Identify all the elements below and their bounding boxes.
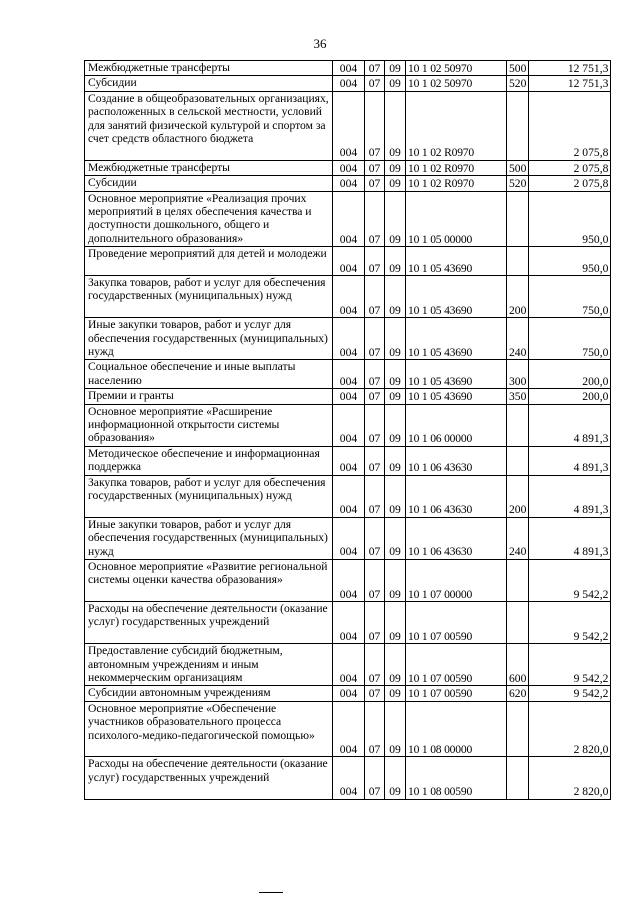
row-name-cell: Проведение мероприятий для детей и молодежи — [85, 247, 333, 276]
amount-cell: 4 891,3 — [529, 475, 611, 517]
table-row — [85, 701, 611, 757]
target-article-code-cell: 10 1 06 43630 — [406, 446, 507, 475]
ved-code-cell: 004 — [333, 360, 365, 389]
ved-code-cell: 004 — [333, 701, 365, 757]
amount-cell: 9 542,2 — [529, 644, 611, 686]
amount-cell: 4 891,3 — [529, 517, 611, 559]
subsection-code-cell: 09 — [385, 160, 406, 175]
ved-code-cell: 004 — [333, 76, 365, 91]
section-code-cell: 07 — [365, 446, 385, 475]
subsection-code-cell: 09 — [385, 644, 406, 686]
target-article-code-cell: 10 1 07 00590 — [406, 686, 507, 701]
subsection-code-cell: 09 — [385, 191, 406, 247]
target-article-code-cell: 10 1 06 00000 — [406, 404, 507, 446]
section-code-cell: 07 — [365, 318, 385, 360]
expense-type-code-cell — [507, 757, 529, 799]
expense-type-code-cell — [507, 446, 529, 475]
amount-cell: 2 075,8 — [529, 176, 611, 191]
row-name-cell: Субсидии — [85, 176, 333, 191]
amount-cell: 950,0 — [529, 247, 611, 276]
table-row — [85, 91, 611, 160]
amount-cell: 2 820,0 — [529, 757, 611, 799]
amount-cell: 750,0 — [529, 275, 611, 317]
subsection-code-cell: 09 — [385, 701, 406, 757]
expense-type-code-cell: 240 — [507, 517, 529, 559]
amount-cell: 2 075,8 — [529, 91, 611, 160]
row-name-cell: Иные закупки товаров, работ и услуг для обеспечения государственных (муниципальных) нужд — [85, 517, 333, 559]
table-row — [85, 757, 611, 799]
budget-table — [84, 60, 611, 800]
row-name-cell: Иные закупки товаров, работ и услуг для обеспечения государственных (муниципальных) нужд — [85, 318, 333, 360]
table-row — [85, 517, 611, 559]
subsection-code-cell: 09 — [385, 446, 406, 475]
amount-cell: 9 542,2 — [529, 686, 611, 701]
row-name-cell: Основное мероприятие «Развитие региональной системы оценки качества образования» — [85, 559, 333, 601]
ved-code-cell: 004 — [333, 61, 365, 76]
target-article-code-cell: 10 1 05 43690 — [406, 389, 507, 404]
row-name-cell: Методическое обеспечение и информационная поддержка — [85, 446, 333, 475]
row-name-cell: Основное мероприятие «Реализация прочих мероприятий в целях обеспечения качества и доступности дошкольного, общего и дополнительного образования» — [85, 191, 333, 247]
target-article-code-cell: 10 1 02 R0970 — [406, 176, 507, 191]
subsection-code-cell: 09 — [385, 404, 406, 446]
target-article-code-cell: 10 1 05 43690 — [406, 247, 507, 276]
expense-type-code-cell: 300 — [507, 360, 529, 389]
expense-type-code-cell: 500 — [507, 160, 529, 175]
expense-type-code-cell: 620 — [507, 686, 529, 701]
section-code-cell: 07 — [365, 247, 385, 276]
target-article-code-cell: 10 1 05 00000 — [406, 191, 507, 247]
ved-code-cell: 004 — [333, 389, 365, 404]
row-name-cell: Основное мероприятие «Расширение информационной открытости системы образования» — [85, 404, 333, 446]
amount-cell: 12 751,3 — [529, 76, 611, 91]
target-article-code-cell: 10 1 02 50970 — [406, 61, 507, 76]
row-name-cell: Предоставление субсидий бюджетным, автономным учреждениям и иным некоммерческим организациям — [85, 644, 333, 686]
row-name-cell: Расходы на обеспечение деятельности (оказание услуг) государственных учреждений — [85, 757, 333, 799]
expense-type-code-cell — [507, 602, 529, 644]
section-code-cell: 07 — [365, 360, 385, 389]
amount-cell: 200,0 — [529, 360, 611, 389]
table-row — [85, 446, 611, 475]
expense-type-code-cell: 200 — [507, 475, 529, 517]
section-code-cell: 07 — [365, 404, 385, 446]
ved-code-cell: 004 — [333, 91, 365, 160]
expense-type-code-cell — [507, 91, 529, 160]
table-row — [85, 686, 611, 701]
amount-cell: 4 891,3 — [529, 446, 611, 475]
target-article-code-cell: 10 1 07 00590 — [406, 602, 507, 644]
ved-code-cell: 004 — [333, 404, 365, 446]
ved-code-cell: 004 — [333, 275, 365, 317]
row-name-cell: Закупка товаров, работ и услуг для обеспечения государственных (муниципальных) нужд — [85, 475, 333, 517]
section-code-cell: 07 — [365, 701, 385, 757]
amount-cell: 9 542,2 — [529, 602, 611, 644]
expense-type-code-cell — [507, 404, 529, 446]
target-article-code-cell: 10 1 02 R0970 — [406, 91, 507, 160]
table-row — [85, 602, 611, 644]
expense-type-code-cell: 500 — [507, 61, 529, 76]
ved-code-cell: 004 — [333, 686, 365, 701]
expense-type-code-cell: 240 — [507, 318, 529, 360]
section-code-cell: 07 — [365, 160, 385, 175]
subsection-code-cell: 09 — [385, 91, 406, 160]
section-code-cell: 07 — [365, 757, 385, 799]
table-row — [85, 61, 611, 76]
amount-cell: 950,0 — [529, 191, 611, 247]
table-row — [85, 76, 611, 91]
expense-type-code-cell: 520 — [507, 176, 529, 191]
amount-cell: 9 542,2 — [529, 559, 611, 601]
subsection-code-cell: 09 — [385, 275, 406, 317]
row-name-cell: Субсидии — [85, 76, 333, 91]
expense-type-code-cell: 350 — [507, 389, 529, 404]
section-code-cell: 07 — [365, 176, 385, 191]
target-article-code-cell: 10 1 02 50970 — [406, 76, 507, 91]
subsection-code-cell: 09 — [385, 76, 406, 91]
ved-code-cell: 004 — [333, 602, 365, 644]
ved-code-cell: 004 — [333, 644, 365, 686]
amount-cell: 2 820,0 — [529, 701, 611, 757]
expense-type-code-cell — [507, 559, 529, 601]
row-name-cell: Закупка товаров, работ и услуг для обеспечения государственных (муниципальных) нужд — [85, 275, 333, 317]
subsection-code-cell: 09 — [385, 389, 406, 404]
ved-code-cell: 004 — [333, 191, 365, 247]
ved-code-cell: 004 — [333, 247, 365, 276]
section-code-cell: 07 — [365, 686, 385, 701]
section-code-cell: 07 — [365, 76, 385, 91]
subsection-code-cell: 09 — [385, 360, 406, 389]
row-name-cell: Основное мероприятие «Обеспечение участников образовательного процесса психолого-медико-педагогической помощью» — [85, 701, 333, 757]
row-name-cell: Социальное обеспечение и иные выплаты населению — [85, 360, 333, 389]
section-code-cell: 07 — [365, 191, 385, 247]
subsection-code-cell: 09 — [385, 176, 406, 191]
subsection-code-cell: 09 — [385, 475, 406, 517]
ved-code-cell: 004 — [333, 757, 365, 799]
section-code-cell: 07 — [365, 644, 385, 686]
subsection-code-cell: 09 — [385, 61, 406, 76]
table-row — [85, 475, 611, 517]
table-row — [85, 559, 611, 601]
table-row — [85, 176, 611, 191]
section-code-cell: 07 — [365, 389, 385, 404]
table-row — [85, 389, 611, 404]
target-article-code-cell: 10 1 06 43630 — [406, 517, 507, 559]
target-article-code-cell: 10 1 08 00590 — [406, 757, 507, 799]
ved-code-cell: 004 — [333, 475, 365, 517]
amount-cell: 4 891,3 — [529, 404, 611, 446]
section-code-cell: 07 — [365, 517, 385, 559]
target-article-code-cell: 10 1 05 43690 — [406, 318, 507, 360]
subsection-code-cell: 09 — [385, 686, 406, 701]
row-name-cell: Межбюджетные трансферты — [85, 61, 333, 76]
subsection-code-cell: 09 — [385, 517, 406, 559]
subsection-code-cell: 09 — [385, 757, 406, 799]
table-row — [85, 404, 611, 446]
row-name-cell: Межбюджетные трансферты — [85, 160, 333, 175]
target-article-code-cell: 10 1 07 00590 — [406, 644, 507, 686]
target-article-code-cell: 10 1 07 00000 — [406, 559, 507, 601]
ved-code-cell: 004 — [333, 176, 365, 191]
ved-code-cell: 004 — [333, 318, 365, 360]
table-row — [85, 360, 611, 389]
section-code-cell: 07 — [365, 91, 385, 160]
table-row — [85, 160, 611, 175]
section-code-cell: 07 — [365, 602, 385, 644]
target-article-code-cell: 10 1 08 00000 — [406, 701, 507, 757]
row-name-cell: Создание в общеобразовательных организациях, расположенных в сельской местности, условий для занятий физической культурой и спортом за счет средств областного бюджета — [85, 91, 333, 160]
ved-code-cell: 004 — [333, 517, 365, 559]
target-article-code-cell: 10 1 05 43690 — [406, 360, 507, 389]
ved-code-cell: 004 — [333, 160, 365, 175]
table-row — [85, 275, 611, 317]
page-number: 36 — [313, 36, 327, 51]
target-article-code-cell: 10 1 06 43630 — [406, 475, 507, 517]
section-code-cell: 07 — [365, 475, 385, 517]
target-article-code-cell: 10 1 05 43690 — [406, 275, 507, 317]
table-row — [85, 644, 611, 686]
amount-cell: 2 075,8 — [529, 160, 611, 175]
ved-code-cell: 004 — [333, 559, 365, 601]
expense-type-code-cell — [507, 701, 529, 757]
ved-code-cell: 004 — [333, 446, 365, 475]
expense-type-code-cell — [507, 191, 529, 247]
amount-cell: 750,0 — [529, 318, 611, 360]
row-name-cell: Премии и гранты — [85, 389, 333, 404]
table-row — [85, 247, 611, 276]
subsection-code-cell: 09 — [385, 318, 406, 360]
target-article-code-cell: 10 1 02 R0970 — [406, 160, 507, 175]
section-code-cell: 07 — [365, 275, 385, 317]
table-row — [85, 318, 611, 360]
amount-cell: 12 751,3 — [529, 61, 611, 76]
row-name-cell: Субсидии автономным учреждениям — [85, 686, 333, 701]
expense-type-code-cell: 600 — [507, 644, 529, 686]
expense-type-code-cell — [507, 247, 529, 276]
table-row — [85, 191, 611, 247]
subsection-code-cell: 09 — [385, 559, 406, 601]
subsection-code-cell: 09 — [385, 247, 406, 276]
amount-cell: 200,0 — [529, 389, 611, 404]
section-code-cell: 07 — [365, 559, 385, 601]
expense-type-code-cell: 200 — [507, 275, 529, 317]
section-code-cell: 07 — [365, 61, 385, 76]
row-name-cell: Расходы на обеспечение деятельности (оказание услуг) государственных учреждений — [85, 602, 333, 644]
footer-divider — [259, 892, 283, 893]
expense-type-code-cell: 520 — [507, 76, 529, 91]
subsection-code-cell: 09 — [385, 602, 406, 644]
